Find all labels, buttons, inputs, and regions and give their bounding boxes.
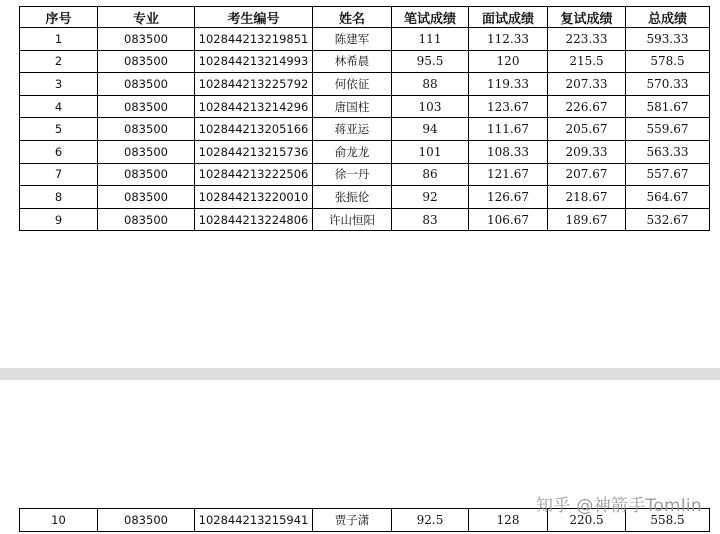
cell-seq: 3: [20, 73, 98, 96]
cell-major: 083500: [98, 118, 195, 141]
table-row: [20, 140, 710, 163]
cell-written-score: 83: [392, 208, 469, 231]
cell-written-score: 101: [392, 140, 469, 163]
cell-total-score: 581.67: [626, 95, 710, 118]
cell-retest-score: 205.67: [548, 118, 626, 141]
score-table: [19, 6, 710, 231]
cell-total-score: 559.67: [626, 118, 710, 141]
cell-retest-score: 226.67: [548, 95, 626, 118]
cell-total-score: 558.5: [626, 509, 710, 532]
cell-seq: 4: [20, 95, 98, 118]
header-candidate-id: 考生编号: [195, 7, 313, 28]
table-row: [20, 118, 710, 141]
cell-seq: 5: [20, 118, 98, 141]
cell-name: 蒋亚运: [313, 118, 392, 141]
cell-retest-score: 209.33: [548, 140, 626, 163]
cell-major: 083500: [98, 73, 195, 96]
cell-interview-score: 108.33: [469, 140, 548, 163]
cell-seq: 10: [20, 509, 98, 532]
cell-name: 徐一丹: [313, 163, 392, 186]
cell-candidate-id: 102844213214993: [195, 50, 313, 73]
table-row: [20, 95, 710, 118]
cell-seq: 2: [20, 50, 98, 73]
table-row: [20, 208, 710, 231]
header-written-score: 笔试成绩: [392, 7, 469, 28]
header-seq: 序号: [20, 7, 98, 28]
cell-written-score: 94: [392, 118, 469, 141]
cell-interview-score: 119.33: [469, 73, 548, 96]
cell-name: 林希晨: [313, 50, 392, 73]
cell-interview-score: 112.33: [469, 28, 548, 51]
cell-seq: 1: [20, 28, 98, 51]
cell-candidate-id: 102844213214296: [195, 95, 313, 118]
cell-written-score: 92: [392, 186, 469, 209]
cell-name: 何依征: [313, 73, 392, 96]
cell-interview-score: 128: [469, 509, 548, 532]
cell-name: 陈建军: [313, 28, 392, 51]
cell-written-score: 86: [392, 163, 469, 186]
cell-retest-score: 215.5: [548, 50, 626, 73]
table-row: [20, 28, 710, 51]
cell-candidate-id: 102844213222506: [195, 163, 313, 186]
document-page-2: [0, 380, 720, 534]
cell-retest-score: 220.5: [548, 509, 626, 532]
cell-candidate-id: 102844213224806: [195, 208, 313, 231]
header-name: 姓名: [313, 7, 392, 28]
cell-retest-score: 207.67: [548, 163, 626, 186]
cell-name: 贾子潇: [313, 509, 392, 532]
page-break-gap: [0, 368, 720, 380]
cell-candidate-id: 102844213205166: [195, 118, 313, 141]
cell-name: 唐国柱: [313, 95, 392, 118]
cell-retest-score: 207.33: [548, 73, 626, 96]
cell-retest-score: 189.67: [548, 208, 626, 231]
cell-seq: 8: [20, 186, 98, 209]
cell-interview-score: 120: [469, 50, 548, 73]
cell-retest-score: 218.67: [548, 186, 626, 209]
cell-seq: 6: [20, 140, 98, 163]
cell-candidate-id: 102844213225792: [195, 73, 313, 96]
table-row: [20, 186, 710, 209]
cell-interview-score: 106.67: [469, 208, 548, 231]
cell-major: 083500: [98, 163, 195, 186]
cell-total-score: 593.33: [626, 28, 710, 51]
cell-interview-score: 123.67: [469, 95, 548, 118]
header-retest-score: 复试成绩: [548, 7, 626, 28]
cell-name: 俞龙龙: [313, 140, 392, 163]
cell-name: 许山恒阳: [313, 208, 392, 231]
cell-major: 083500: [98, 509, 195, 532]
table-header-row: [20, 7, 710, 28]
cell-written-score: 92.5: [392, 509, 469, 532]
cell-total-score: 563.33: [626, 140, 710, 163]
table-row: [20, 73, 710, 96]
cell-candidate-id: 102844213215736: [195, 140, 313, 163]
table-row: [20, 163, 710, 186]
cell-candidate-id: 102844213220010: [195, 186, 313, 209]
cell-name: 张振伦: [313, 186, 392, 209]
cell-written-score: 111: [392, 28, 469, 51]
watermark: 知乎 @神箭手Tomlin: [536, 496, 702, 516]
cell-total-score: 564.67: [626, 186, 710, 209]
header-interview-score: 面试成绩: [469, 7, 548, 28]
cell-major: 083500: [98, 140, 195, 163]
cell-interview-score: 111.67: [469, 118, 548, 141]
cell-major: 083500: [98, 208, 195, 231]
cell-interview-score: 121.67: [469, 163, 548, 186]
cell-major: 083500: [98, 28, 195, 51]
cell-total-score: 532.67: [626, 208, 710, 231]
cell-seq: 7: [20, 163, 98, 186]
cell-written-score: 88: [392, 73, 469, 96]
cell-interview-score: 126.67: [469, 186, 548, 209]
header-total-score: 总成绩: [626, 7, 710, 28]
cell-major: 083500: [98, 95, 195, 118]
cell-total-score: 578.5: [626, 50, 710, 73]
cell-total-score: 557.67: [626, 163, 710, 186]
cell-written-score: 103: [392, 95, 469, 118]
cell-major: 083500: [98, 50, 195, 73]
cell-candidate-id: 102844213219851: [195, 28, 313, 51]
cell-major: 083500: [98, 186, 195, 209]
cell-seq: 9: [20, 208, 98, 231]
cell-candidate-id: 102844213215941: [195, 509, 313, 532]
header-major: 专业: [98, 7, 195, 28]
cell-retest-score: 223.33: [548, 28, 626, 51]
table-row: [20, 50, 710, 73]
cell-total-score: 570.33: [626, 73, 710, 96]
cell-written-score: 95.5: [392, 50, 469, 73]
